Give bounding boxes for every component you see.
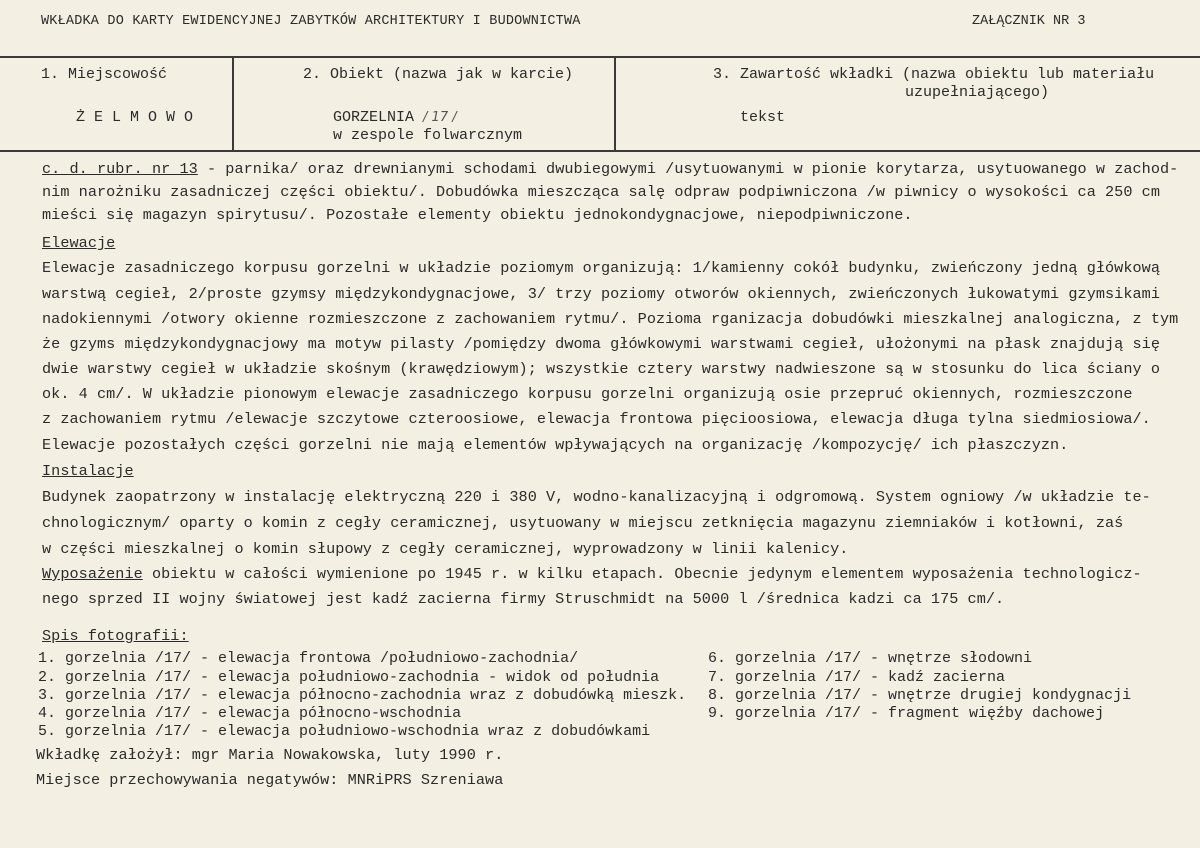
paragraph-line: Wyposażenie obiektu w całości wymienione po 1945 r. w kilku etapach. Obecnie jedynym elementem wyposażenia technologicz-	[42, 565, 1142, 583]
paragraph-line: nego sprzed II wojny światowej jest kadź zacierna firmy Struschmidt na 5000 l /średnica kadzi ca 175 cm/.	[42, 590, 1005, 608]
paragraph-line: c. d. rubr. nr 13 - parnika/ oraz drewnianymi schodami dwubiegowymi /usytuowanymi w pionie korytarza, usytuowanego w zachod-	[42, 160, 1179, 178]
paragraph-line: nim narożniku zasadniczej części obiektu/. Dobudówka mieszcząca salę odpraw podpiwniczona /w piwnicy o wysokości ca 250 cm	[42, 183, 1161, 201]
field-value-locality: Ż E L M O W O	[76, 109, 194, 126]
object-name: GORZELNIA	[333, 109, 415, 126]
paragraph-line: Elewacje zasadniczego korpusu gorzelni w układzie poziomym organizują: 1/kamienny cokół budynku, zwieńczony jedną główkową	[42, 259, 1161, 277]
paragraph-line: dwie warstwy cegieł w układzie skośnym (krawędziowym); wszystkie cztery warstwy nadwieszone są w stosunku do lica ściany o	[42, 360, 1161, 378]
photo-item: 2. gorzelnia /17/ - elewacja południowo-zachodnia - widok od południa	[38, 669, 660, 686]
paragraph-line: mieści się magazyn spirytusu/. Pozostałe elementy obiektu jednokondygnacjowe, niepodpiwniczone.	[42, 206, 913, 224]
top-rule	[0, 56, 1200, 58]
paragraph-line: w części mieszkalnej o komin słupowy z cegły ceramicznej, wyprowadzony w linii kalenicy.	[42, 540, 849, 558]
paragraph-line: warstwą cegieł, 2/proste gzymsy międzykondygnacjowe, 3/ trzy poziomy otworów okiennych, zwieńczonych łukowatymi gzymsikami	[42, 285, 1161, 303]
paragraph-line: Elewacje pozostałych części gorzelni nie mają elementów wpływających na organizację /kompozycję/ ich płaszczyzn.	[42, 436, 1069, 454]
object-number: / 17 /	[423, 110, 457, 125]
attachment-label: ZAŁĄCZNIK NR 3	[972, 14, 1086, 29]
continuation-ref: c. d. rubr. nr 13	[42, 160, 198, 178]
photo-item: 7. gorzelnia /17/ - kadź zacierna	[708, 669, 1006, 686]
field-label-contents-1: 3. Zawartość wkładki (nazwa obiektu lub materiału	[713, 66, 1155, 83]
field-value-object	[333, 109, 457, 126]
photo-item: 1. gorzelnia /17/ - elewacja frontowa /południowo-zachodnia/	[38, 650, 579, 667]
field-value-contents: tekst	[740, 109, 786, 126]
column-divider-1	[232, 57, 234, 150]
field-value-object-context: w zespole folwarcznym	[333, 127, 523, 144]
photo-item: 4. gorzelnia /17/ - elewacja północno-wschodnia	[38, 705, 462, 722]
paragraph-line: z zachowaniem rytmu /elewacje szczytowe czteroosiowe, elewacja frontowa pięcioosiowa, elewacja długa tylna siedmiosiowa/.	[42, 410, 1151, 428]
photo-item: 9. gorzelnia /17/ - fragment więźby dachowej	[708, 705, 1105, 722]
field-label-object: 2. Obiekt (nazwa jak w karcie)	[303, 66, 574, 83]
negatives-storage-line: Miejsce przechowywania negatywów: MNRiPRS Szreniawa	[36, 771, 504, 789]
column-divider-2	[614, 57, 616, 150]
section-heading-instalacje: Instalacje	[42, 462, 134, 480]
section-heading-wyposazenie: Wyposażenie	[42, 565, 143, 583]
fields-bottom-rule	[0, 150, 1200, 152]
document-title: WKŁADKA DO KARTY EWIDENCYJNEJ ZABYTKÓW ARCHITEKTURY I BUDOWNICTWA	[41, 14, 581, 29]
photo-item: 5. gorzelnia /17/ - elewacja południowo-wschodnia wraz z dobudówkami	[38, 723, 651, 740]
field-label-contents-2: uzupełniającego)	[905, 84, 1050, 101]
field-label-locality: 1. Miejscowość	[41, 66, 168, 83]
paragraph-line: nadokiennymi /otwory okienne rozmieszczone z zachowaniem rytmu/. Pozioma rganizacja dobudówki mieszkalnej analogiczna, z tym	[42, 310, 1179, 328]
photo-item: 6. gorzelnia /17/ - wnętrze słodowni	[708, 650, 1033, 667]
paragraph-line: ok. 4 cm/. W układzie pionowym elewacje zasadniczego korpusu gorzelni organizują osie przepruć okiennych, rozmieszczone	[42, 385, 1133, 403]
paragraph-line: Budynek zaopatrzony w instalację elektryczną 220 i 380 V, wodno-kanalizacyjną i odgromową. System ogniowy /w układzie te-	[42, 488, 1151, 506]
photo-item: 8. gorzelnia /17/ - wnętrze drugiej kondygnacji	[708, 687, 1132, 704]
paragraph-line: chnologicznym/ oparty o komin z cegły ceramicznej, usytuowany w miejscu zetknięcia magazynu ziemniaków i kotłowni, zaś	[42, 514, 1124, 532]
photo-item: 3. gorzelnia /17/ - elewacja północno-zachodnia wraz z dobudówką mieszk.	[38, 687, 687, 704]
paragraph-line: że gzyms międzykondygnacjowy ma motyw pilasty /pomiędzy dwoma główkowymi warstwami cegieł, ułożonymi na płask znajdują się	[42, 335, 1161, 353]
photo-list-heading: Spis fotografii:	[42, 627, 189, 645]
author-line: Wkładkę założył: mgr Maria Nowakowska, luty 1990 r.	[36, 746, 504, 764]
section-heading-elewacje: Elewacje	[42, 234, 116, 252]
